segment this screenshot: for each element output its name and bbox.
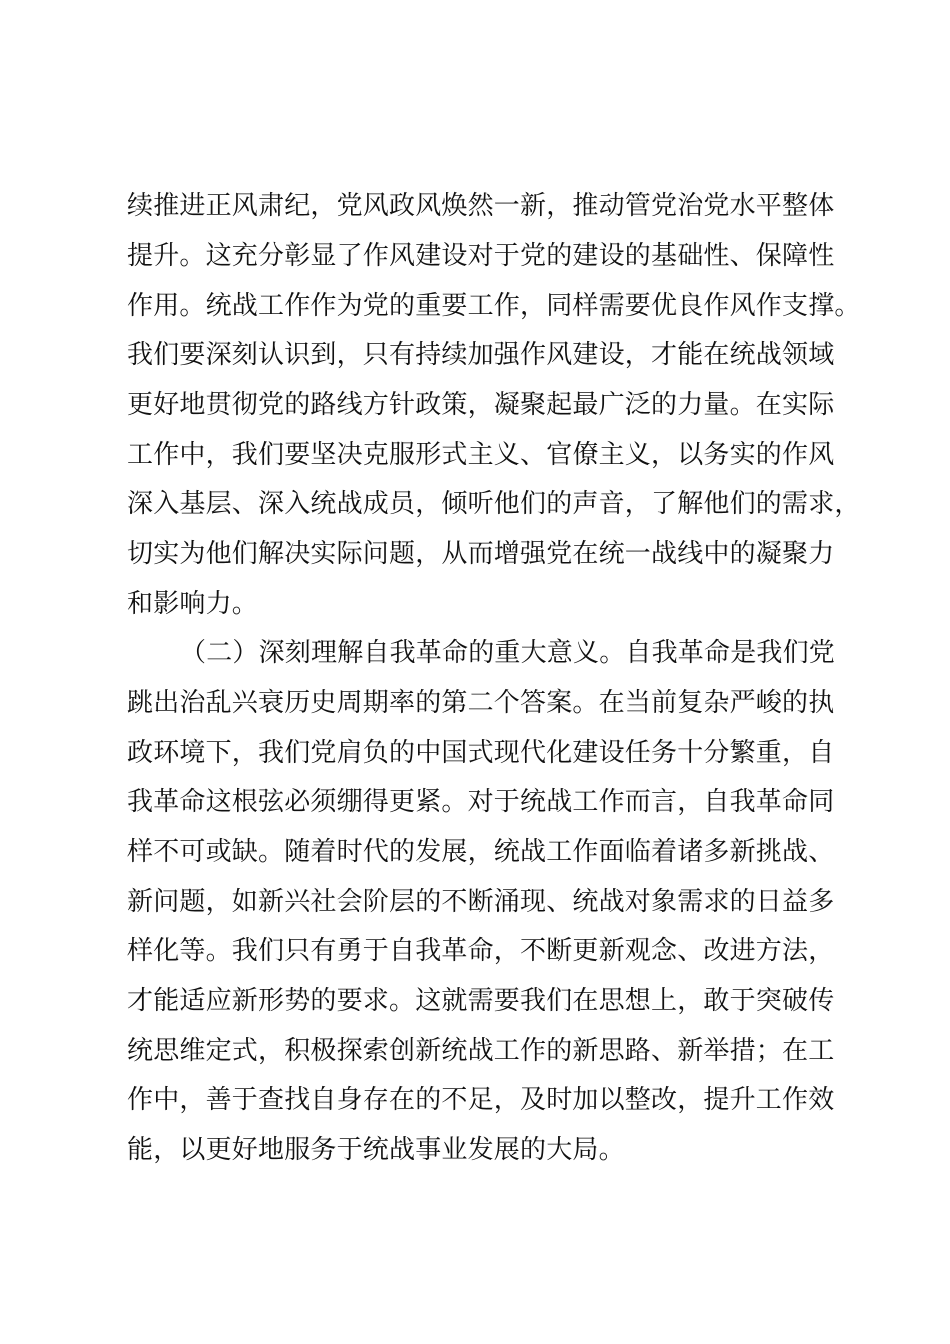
text-line: 我革命这根弦必须绷得更紧。对于统战工作而言，自我革命同 [127, 787, 835, 817]
text-line: 和影响力。 [127, 589, 259, 619]
text-line: 工作中，我们要坚决克服形式主义、官僚主义，以务实的作风 [127, 440, 835, 470]
text-line: 提升。这充分彰显了作风建设对于党的建设的基础性、保障性 [127, 241, 835, 271]
text-line: 作用。统战工作作为党的重要工作，同样需要优良作风作支撑。 [127, 291, 861, 321]
text-line: 深入基层、深入统战成员，倾听他们的声音，了解他们的需求， [127, 489, 861, 519]
text-line: 作中，善于查找自身存在的不足，及时加以整改，提升工作效 [127, 1085, 835, 1115]
section-heading-line: （二）深刻理解自我革命的重大意义。自我革命是我们党 [180, 638, 836, 668]
text-line: 续推进正风肃纪，党风政风焕然一新，推动管党治党水平整体 [127, 191, 835, 221]
text-line: 统思维定式，积极探索创新统战工作的新思路、新举措；在工 [127, 1036, 835, 1066]
text-line: 样不可或缺。随着时代的发展，统战工作面临着诸多新挑战、 [127, 837, 835, 867]
text-line: 跳出治乱兴衰历史周期率的第二个答案。在当前复杂严峻的执 [127, 688, 835, 718]
text-line: 切实为他们解决实际问题，从而增强党在统一战线中的凝聚力 [127, 539, 835, 569]
text-line: 政环境下，我们党肩负的中国式现代化建设任务十分繁重，自 [127, 738, 835, 768]
text-line: 才能适应新形势的要求。这就需要我们在思想上，敢于突破传 [127, 986, 835, 1016]
text-line: 我们要深刻认识到，只有持续加强作风建设，才能在统战领域 [127, 340, 835, 370]
text-line: 新问题，如新兴社会阶层的不断涌现、统战对象需求的日益多 [127, 887, 835, 917]
text-line: 更好地贯彻党的路线方针政策，凝聚起最广泛的力量。在实际 [127, 390, 835, 420]
text-line: 样化等。我们只有勇于自我革命，不断更新观念、改进方法， [127, 936, 835, 966]
text-line: 能，以更好地服务于统战事业发展的大局。 [127, 1135, 625, 1165]
